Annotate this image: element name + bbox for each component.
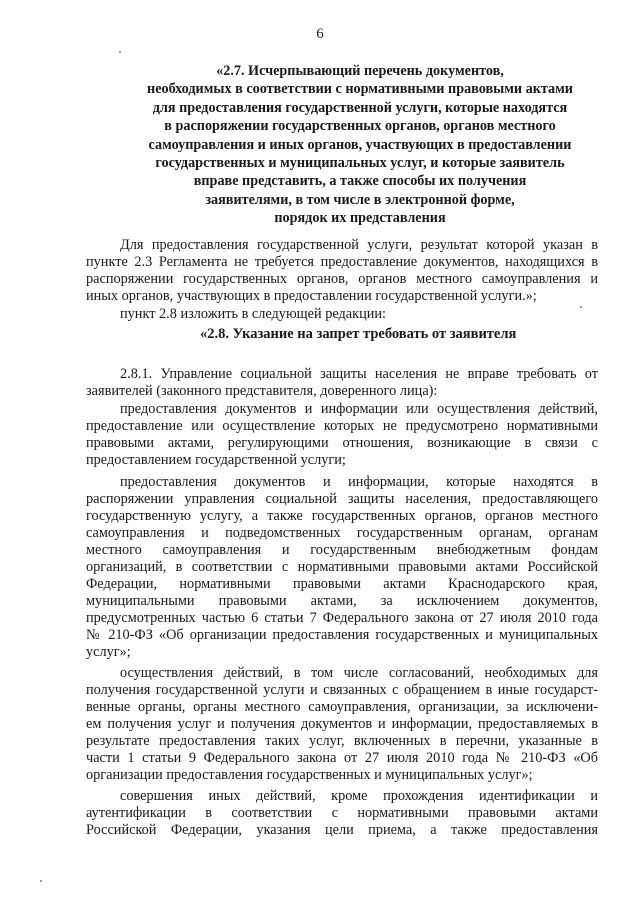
list-item-3-line: венные органы, органы местного самоуправления, организации, за исключени- — [86, 699, 598, 715]
list-item-3-line: получения государственной услуги и связанных с обращением в иные государст- — [86, 682, 598, 698]
scan-speck — [119, 51, 121, 53]
list-item-4-line: Российской Федерации, указания цели приема, а также предоставления — [86, 822, 598, 838]
list-item-4-line: аутентификации в соответствии с нормативными правовыми актами — [86, 805, 598, 821]
heading-line: порядок их представления — [274, 210, 446, 227]
heading-line: заявителями, в том числе в электронной форме, — [205, 191, 515, 208]
para-2-7-line: Для предоставления государственной услуги, результат которой указан в — [120, 237, 598, 253]
list-item-2-line: распоряжении управления социальной защиты населения, предоставляющего — [86, 491, 598, 507]
para-2-7-line: иных органов, участвующих в предоставлении государственной услуги.»; — [86, 288, 537, 304]
list-item-2-line: предоставления документов и информации, которые находятся в — [120, 474, 598, 490]
list-item-4-line: совершения иных действий, кроме прохождения идентификации и — [120, 788, 598, 804]
list-item-2-line: предусмотренных частью 6 статьи 7 Федерального закона от 27 июля 2010 года — [86, 610, 598, 626]
list-item-1-line: предоставление или осуществление которых не предусмотрено нормативными — [86, 418, 598, 434]
heading-line: «2.7. Исчерпывающий перечень документов, — [216, 63, 504, 79]
list-item-3-line: осуществления действий, в том числе согласований, необходимых для — [120, 665, 598, 681]
scan-speck — [40, 880, 42, 882]
list-item-1-line: предоставления документов и информации или осуществления действий, — [120, 401, 598, 417]
list-item-2-line: услуг»; — [86, 644, 131, 660]
list-item-1-line: правовыми актами, регулирующими отношения, возникающие в связи с — [86, 435, 598, 451]
heading-line: необходимых в соответствии с нормативными правовыми актами — [147, 81, 573, 98]
subheading-2-8: «2.8. Указание на запрет требовать от заявителя — [200, 326, 517, 342]
list-item-3-line: части 1 статьи 9 Федерального закона от 27 июля 2010 года № 210-ФЗ «Об — [86, 750, 598, 766]
list-item-2-line: организаций, в соответствии с нормативными правовыми актами Российской — [86, 559, 598, 575]
section-heading-2-7 — [120, 62, 600, 228]
list-item-3-line: результате предоставления таких услуг, включенных в перечни, указанные в — [86, 733, 598, 749]
list-item-3-line: ем получения услуг и получения документов и информации, предоставляемых в — [86, 716, 598, 732]
page-number: 6 — [316, 26, 324, 42]
list-item-2-line: самоуправления и подведомственных государственным органам, органам — [86, 525, 598, 541]
list-item-3-line: организации предоставления государственных и муниципальных услуг»; — [86, 767, 533, 783]
amendment-line: пункт 2.8 изложить в следующей редакции: — [120, 306, 387, 322]
heading-line: в распоряжении государственных органов, органов местного — [164, 118, 556, 135]
heading-line: для предоставления государственной услуги, которые находятся — [152, 99, 568, 116]
heading-line: самоуправления и иных органов, участвующих в предоставлении — [148, 136, 572, 153]
list-item-2-line: государственную услугу, а также государственных органов, органов местного — [86, 508, 598, 524]
list-item-2-line: № 210-ФЗ «Об организации предоставления государственных и муниципальных — [86, 627, 598, 643]
heading-line: вправе представить, а также способы их получения — [193, 173, 527, 190]
heading-line: государственных и муниципальных услуг, и которые заявитель — [155, 155, 565, 172]
para-2-7-line: пункте 2.3 Регламента не требуется предоставление документов, находящихся в — [86, 254, 598, 270]
para-2-8-1-line: 2.8.1. Управление социальной защиты населения не вправе требовать от — [120, 366, 598, 382]
list-item-2-line: Федерации, нормативными правовыми актами Краснодарского края, — [86, 576, 598, 592]
scan-speck — [580, 306, 582, 308]
para-2-8-1-line: заявителей (законного представителя, доверенного лица): — [86, 383, 438, 399]
list-item-2-line: муниципальными правовыми актами, за исключением документов, — [86, 593, 598, 609]
list-item-2-line: местного самоуправления и государственным внебюджетным фондам — [86, 542, 598, 558]
list-item-1-line: предоставлением государственной услуги; — [86, 452, 346, 468]
para-2-7-line: распоряжении государственных органов, органов местного самоуправления и — [86, 271, 598, 287]
